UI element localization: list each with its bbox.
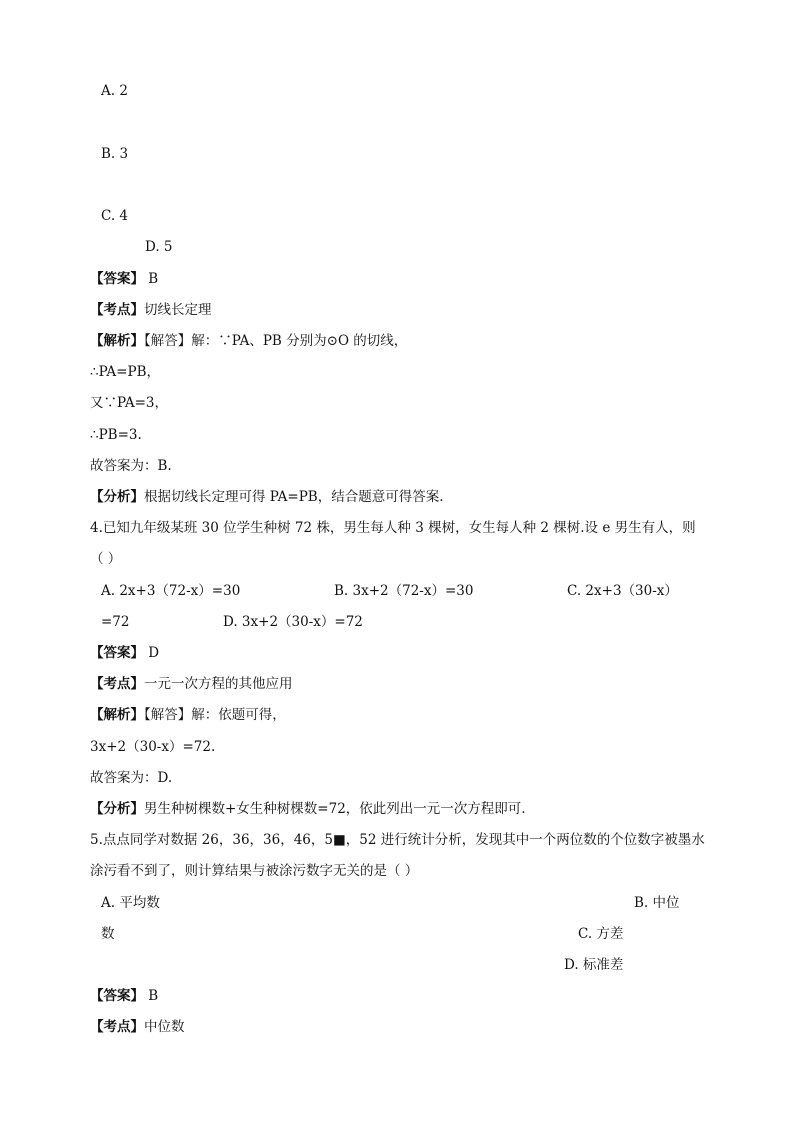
analysis-text: 【解答】解：依题可得， bbox=[144, 707, 286, 723]
analysis-label: 【解析】 bbox=[90, 707, 144, 723]
q5-option-b-cont: 数 bbox=[101, 926, 115, 942]
answer-label: 【答案】 bbox=[90, 988, 144, 1004]
q3-option-d: D. 5 bbox=[145, 239, 173, 255]
q5-option-c: C. 方差 bbox=[578, 926, 624, 942]
q5-stem-line-1: 5.点点同学对数据 26，36，36，46，5■，52 进行统计分析，发现其中一个两位数的个位数字被墨水 bbox=[90, 832, 705, 848]
q3-option-c: C. 4 bbox=[101, 208, 129, 224]
q5-option-a: A. 平均数 bbox=[101, 895, 160, 911]
q4-summary bbox=[90, 799, 526, 819]
summary-text: 男生种树棵数+女生种树棵数=72，依此列出一元一次方程即可. bbox=[144, 801, 526, 817]
q5-option-b: B. 中位 bbox=[634, 895, 680, 911]
point-value: 切线长定理 bbox=[144, 302, 212, 318]
point-label: 【考点】 bbox=[90, 676, 144, 692]
q4-option-c: C. 2x+3（30-x） bbox=[567, 583, 678, 599]
q4-step-1: 3x+2（30-x）=72. bbox=[90, 739, 216, 755]
q3-option-b: B. 3 bbox=[101, 146, 129, 162]
q5-answer bbox=[90, 986, 158, 1006]
q5-stem-line-2: 涂污看不到了，则计算结果与被涂污数字无关的是（ ） bbox=[90, 863, 419, 879]
point-label: 【考点】 bbox=[90, 1019, 144, 1035]
q4-option-c-cont: =72 bbox=[101, 614, 130, 630]
point-label: 【考点】 bbox=[90, 302, 144, 318]
q3-step-4: 故答案为：B. bbox=[90, 458, 172, 474]
q4-analysis bbox=[90, 705, 286, 725]
q3-analysis bbox=[90, 331, 407, 351]
answer-label: 【答案】 bbox=[90, 645, 144, 661]
q3-step-2: 又∵PA=3， bbox=[90, 395, 168, 411]
analysis-label: 【解析】 bbox=[90, 333, 144, 349]
summary-label: 【分析】 bbox=[90, 489, 144, 505]
point-value: 中位数 bbox=[144, 1019, 185, 1035]
q3-option-a: A. 2 bbox=[101, 83, 128, 99]
q3-step-1: ∴PA=PB， bbox=[90, 364, 160, 380]
answer-label: 【答案】 bbox=[90, 271, 144, 287]
summary-label: 【分析】 bbox=[90, 801, 144, 817]
q4-point bbox=[90, 674, 293, 694]
q4-stem-line-1: 4.已知九年级某班 30 位学生种树 72 株，男生每人种 3 棵树，女生每人种 2 棵树.设 e 男生有人，则 bbox=[90, 520, 696, 536]
summary-text: 根据切线长定理可得 PA=PB，结合题意可得答案. bbox=[144, 489, 444, 505]
answer-value: D bbox=[144, 645, 160, 661]
q3-answer bbox=[90, 269, 158, 289]
q4-step-2: 故答案为：D. bbox=[90, 770, 173, 786]
q3-summary bbox=[90, 487, 444, 507]
answer-value: B bbox=[144, 271, 159, 287]
point-value: 一元一次方程的其他应用 bbox=[144, 676, 293, 692]
q4-answer bbox=[90, 643, 159, 663]
q4-option-b: B. 3x+2（72-x）=30 bbox=[334, 583, 474, 599]
q3-step-3: ∴PB=3. bbox=[90, 427, 142, 443]
analysis-text: 【解答】解：∵PA、PB 分别为⊙O 的切线， bbox=[144, 333, 408, 349]
q4-stem-line-2: （ ） bbox=[90, 551, 122, 567]
q3-point bbox=[90, 300, 212, 320]
q4-option-a: A. 2x+3（72-x）=30 bbox=[101, 583, 241, 599]
q5-point bbox=[90, 1017, 185, 1037]
q4-option-d: D. 3x+2（30-x）=72 bbox=[223, 614, 363, 630]
answer-value: B bbox=[144, 988, 159, 1004]
q5-option-d: D. 标准差 bbox=[564, 957, 624, 973]
